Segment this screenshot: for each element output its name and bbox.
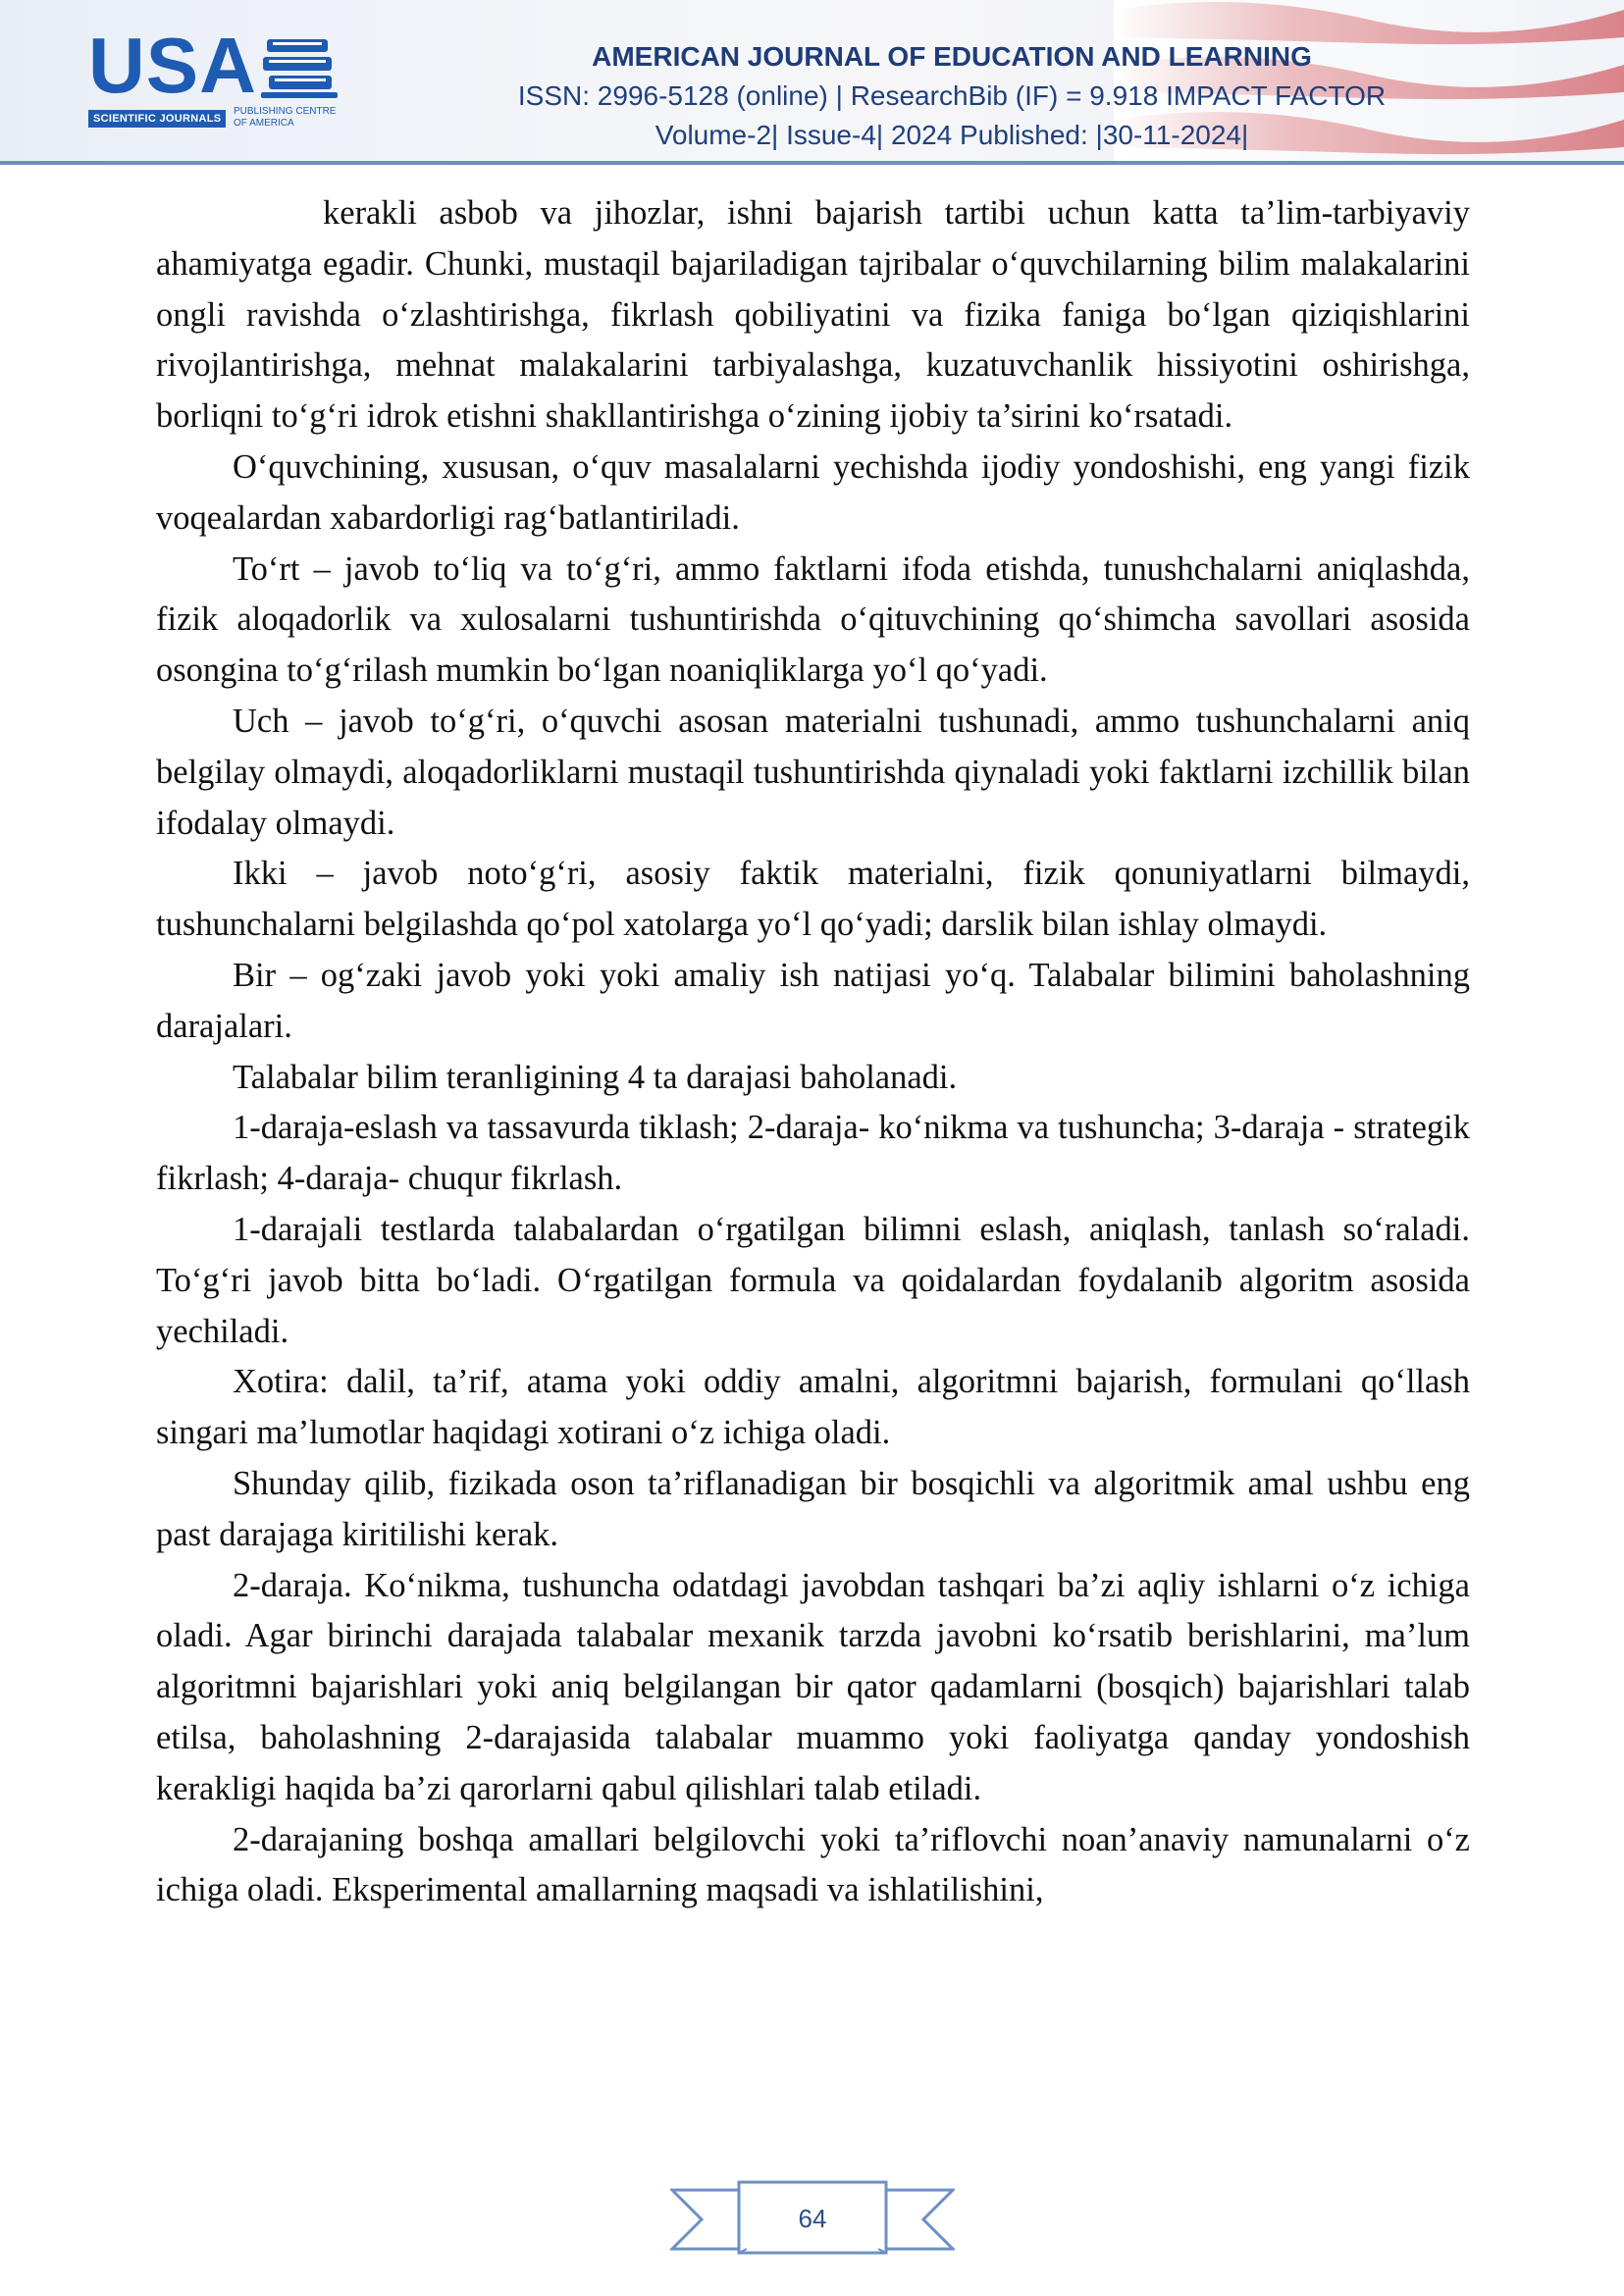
logo-usa-text: USA [88,22,257,109]
header-divider [0,161,1624,165]
paragraph: Talabalar bilim teranligining 4 ta darajasi baholanadi. [233,1058,958,1096]
logo-scientific-journals: SCIENTIFIC JOURNALS [88,110,226,128]
paragraph: kerakli asbob va jihozlar, ishni bajarish tartibi uchun katta ta’lim-tarbiyaviy ahamiyatga egadir. Chunki, mustaqil bajariladigan tajribalar o‘quvchilarning bilim malakalarini ongli ravishda o‘zlashtirishga, fikrlash qobiliyatini va fizika faniga bo‘lgan qiziqishlarini rivojlantirishga, mehnat malakalarini tarbiyalashga, kuzatuvchanlik hissiyotini oshirishga, borliqni to‘g‘ri idrok etishni shakllantirishga o‘zining ijobiy ta’sirini ko‘rsatadi. [156,194,1470,436]
usa-logo [88,22,353,137]
issn-line: ISSN: 2996-5128 (online) | ResearchBib (IF) = 9.918 IMPACT FACTOR [517,80,1387,111]
logo-publishing-centre: PUBLISHING CENTRE OF AMERICA [234,106,337,129]
books-icon [261,33,340,104]
paragraph: Bir – og‘zaki javob yoki yoki amaliy ish natijasi yo‘q. Talabalar bilimini baholashning darajalari. [156,956,1470,1045]
paragraph: 2-darajaning boshqa amallari belgilovchi yoki ta’riflovchi noan’anaviy namunalarni o‘z ichiga oladi. Eksperimental amallarning maqsadi va ishlatilishini, [156,1820,1470,1909]
paragraph: Ikki – javob noto‘g‘ri, asosiy faktik materialni, fizik qonuniyatlarni bilmaydi, tushunchalarni belgilashda qo‘pol xatolarga yo‘l qo‘yadi; darslik bilan ishlay olmaydi. [156,855,1470,944]
paragraph: Xotira: dalil, ta’rif, atama yoki oddiy amalni, algoritmni bajarish, formulani qo‘llash singari ma’lumotlar haqidagi xotirani o‘z ichiga oladi. [156,1363,1470,1452]
paragraph: Uch – javob to‘g‘ri, o‘quvchi asosan materialni tushunadi, ammo tushunchalarni aniq belgilay olmaydi, aloqadorliklarni mustaqil tushuntirishda qiynaladi yoki faktlarni izchillik bilan ifodalay olmaydi. [156,702,1470,842]
paragraph: O‘quvchining, xususan, o‘quv masalalarni yechishda ijodiy yondoshishi, eng yangi fizik voqealardan xabardorligi rag‘batlantiriladi. [156,447,1470,537]
page-number: 64 [798,2204,827,2233]
volume-line: Volume-2| Issue-4| 2024 Published: |30-11-2024| [655,120,1249,150]
paragraph: Shunday qilib, fizikada oson ta’riflanadigan bir bosqichli va algoritmik amal ushbu eng past darajaga kiritilishi kerak. [156,1464,1470,1553]
paragraph: 2-daraja. Ko‘nikma, tushuncha odatdagi javobdan tashqari ba’zi aqliy ishlarni o‘z ichiga oladi. Agar birinchi darajada talabalar mexanik tarzda javobni ko‘rsatib berishlarini, ma’lum algoritmni bajarishlari yoki aniq belgilangan bir qator qadamlarni (bosqich) bajarishlari talab etilsa, baholashning 2-darajasida talabalar muammo yoki faoliyatga qanday yondoshish kerakligi haqida ba’zi qarorlarni qabul qilishlari talab etiladi. [156,1566,1470,1807]
page-number-ribbon [670,2176,955,2265]
journal-header [0,0,1624,165]
article-body [156,188,1470,1916]
paragraph: 1-darajali testlarda talabalardan o‘rgatilgan bilimni eslash, aniqlash, tanlash so‘raladi. To‘g‘ri javob bitta bo‘ladi. O‘rgatilgan formula va qoidalardan foydalanib algoritm asosida yechiladi. [156,1210,1470,1350]
paragraph: 1-daraja-eslash va tassavurda tiklash; 2-daraja- ko‘nikma va tushuncha; 3-daraja - strategik fikrlash; 4-daraja- chuqur fikrlash. [156,1109,1470,1198]
journal-title: AMERICAN JOURNAL OF EDUCATION AND LEARNING [592,41,1312,72]
paragraph: To‘rt – javob to‘liq va to‘g‘ri, ammo faktlarni ifoda etishda, tunushchalarni aniqlashda, fizik aloqadorlik va xulosalarni tushuntirishda o‘qituvchining qo‘shimcha savollari asosida osongina to‘g‘rilash mumkin bo‘lgan noaniqliklarga yo‘l qo‘yadi. [156,549,1470,690]
journal-info [461,37,1442,155]
